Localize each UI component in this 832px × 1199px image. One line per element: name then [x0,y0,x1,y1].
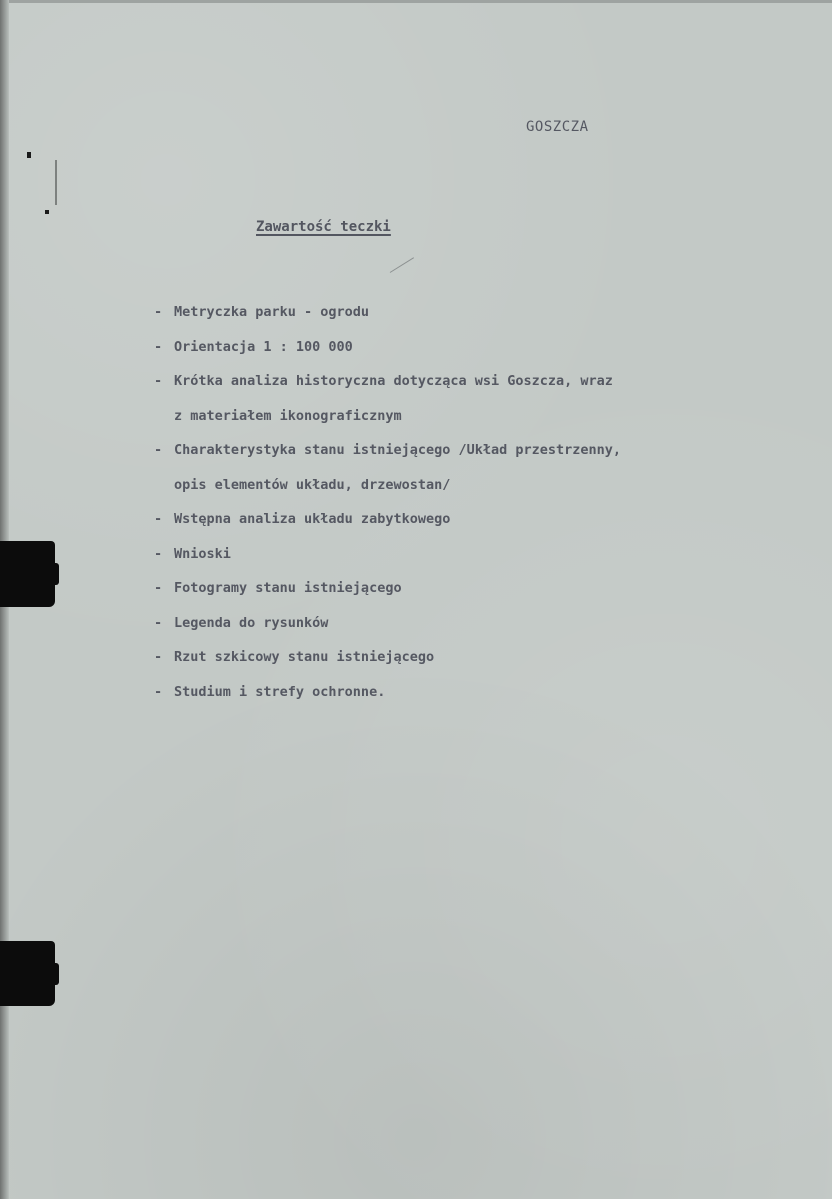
document-title: Zawartość teczki [256,219,391,235]
binder-clip-notch [51,563,59,585]
contents-item-text: Rzut szkicowy stanu istniejącego [174,649,435,665]
contents-item [150,571,790,606]
contents-item [150,364,790,433]
contents-item-text: Wstępna analiza układu zabytkowego [174,511,451,527]
contents-item [150,537,790,572]
contents-item-text: Fotogramy stanu istniejącego [174,580,402,596]
contents-item-text: Metryczka parku - ogrodu [174,304,370,320]
contents-item-text: Wnioski [174,545,231,562]
ink-mark [27,152,31,158]
contents-item-text: Legenda do rysunków [174,614,329,631]
pencil-stroke [390,257,414,273]
contents-item [150,295,790,330]
contents-item-text: Charakterystyka stanu istniejącego /Układ przestrzenny, [174,442,622,458]
contents-item [150,640,790,675]
margin-line [55,160,57,205]
contents-item-text: opis elementów układu, drzewostan/ [174,476,451,493]
bullet-dash: - [154,442,163,458]
ink-mark [45,210,49,214]
bullet-dash: - [154,545,163,562]
bullet-dash: - [154,614,163,631]
bullet-dash: - [154,373,163,389]
page-top-edge [0,0,832,3]
bullet-dash: - [154,304,163,320]
bullet-dash: - [154,511,163,527]
header-place-name: GOSZCZA [526,119,589,135]
contents-item-text: z materiałem ikonograficznym [174,407,402,424]
contents-item-text: Studium i strefy ochronne. [174,683,386,700]
bullet-dash: - [154,580,163,596]
bullet-dash: - [154,683,163,700]
contents-item [150,675,790,710]
bullet-dash: - [154,338,163,355]
contents-item [150,330,790,365]
binder-clip-top [0,541,55,607]
contents-item [150,606,790,641]
contents-item [150,433,790,502]
contents-list [150,295,790,709]
bullet-dash: - [154,649,163,665]
binder-clip-notch [51,963,59,985]
contents-item-text: Orientacja 1 : 100 000 [174,338,353,355]
contents-item-text: Krótka analiza historyczna dotycząca wsi Goszcza, wraz [174,373,613,389]
contents-item [150,502,790,537]
binder-clip-bottom [0,941,55,1006]
